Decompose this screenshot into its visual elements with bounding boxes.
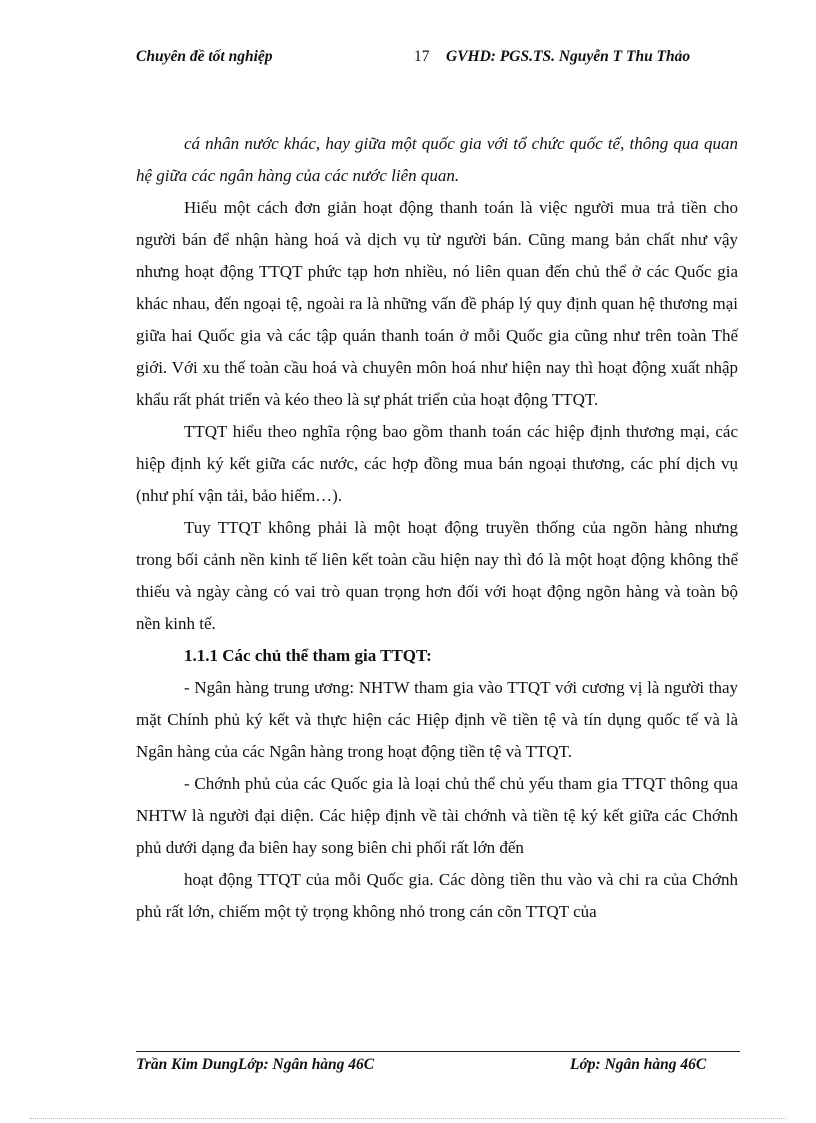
paragraph: TTQT hiểu theo nghĩa rộng bao gồm thanh toán các hiệp định thương mại, các hiệp định ký kết giữa các nước, các hợp đồng mua bán ngoại thương, các phí dịch vụ (như phí vận tải, bảo hiểm…).: [136, 422, 738, 505]
footer-divider: [136, 1051, 740, 1052]
page-footer: [136, 1056, 740, 1078]
footer-class: Lớp: Ngân hàng 46C: [570, 1056, 707, 1073]
section-heading: 1.1.1 Các chủ thể tham gia TTQT:: [184, 646, 432, 665]
page-edge-divider: [30, 1118, 786, 1119]
paragraph: hoạt động TTQT của mỗi Quốc gia. Các dòng tiền thu vào và chi ra của Chớnh phủ rất lớn, chiếm một tỷ trọng không nhỏ trong cán cõn TTQT của: [136, 870, 738, 921]
paragraph-continuation: cá nhân nước khác, hay giữa một quốc gia với tổ chức quốc tế, thông qua quan hệ giữa các ngân hàng của các nước liên quan.: [136, 134, 738, 185]
header-advisor: GVHD: PGS.TS. Nguyễn T Thu Thảo: [446, 48, 691, 65]
header-title: Chuyên đề tốt nghiệp: [136, 48, 273, 65]
page-header: [136, 48, 736, 70]
paragraph: - Ngân hàng trung ương: NHTW tham gia vào TTQT với cương vị là người thay mặt Chính phủ ký kết và thực hiện các Hiệp định về tiền tệ và tín dụng quốc tế và là Ngân hàng của các Ngân hàng trong hoạt động tiền tệ và TTQT.: [136, 678, 738, 761]
paragraph: Hiểu một cách đơn giản hoạt động thanh toán là việc người mua trả tiền cho người bán để nhận hàng hoá và dịch vụ từ người bán. Cũng mang bản chất như vậy nhưng hoạt động TTQT phức tạp hơn nhiều, nó liên quan đến chủ thể ở các Quốc gia khác nhau, đến ngoại tệ, ngoài ra là những vấn đề pháp lý quy định quan hệ thương mại giữa hai Quốc gia và các tập quán thanh toán ở mỗi Quốc gia cũng như trên toàn Thế giới. Với xu thế toàn cầu hoá và chuyên môn hoá như hiện nay thì hoạt động xuất nhập khẩu rất phát triển và kéo theo là sự phát triển của hoạt động TTQT.: [136, 198, 738, 409]
footer-author: Trần Kim DungLớp: Ngân hàng 46C: [136, 1056, 375, 1073]
paragraph: - Chớnh phủ của các Quốc gia là loại chủ thể chủ yếu tham gia TTQT thông qua NHTW là người đại diện. Các hiệp định về tài chớnh và tiền tệ ký kết giữa các Chớnh phủ dưới dạng đa biên hay song biên chi phối rất lớn đến: [136, 774, 738, 857]
paragraph: Tuy TTQT không phải là một hoạt động truyền thống của ngõn hàng nhưng trong bối cảnh nền kinh tế liên kết toàn cầu hiện nay thì đó là một hoạt động không thể thiếu và ngày càng có vai trò quan trọng hơn đối với hoạt động ngõn hàng và toàn bộ nền kinh tế.: [136, 518, 738, 633]
page-number: 17: [414, 48, 430, 65]
document-body: [136, 128, 738, 928]
